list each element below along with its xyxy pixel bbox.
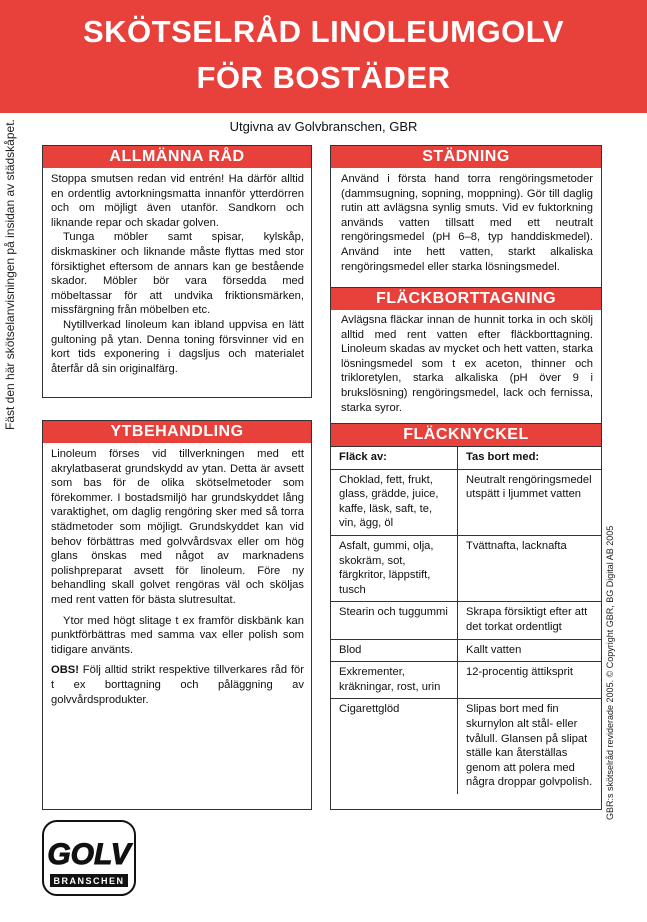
cleaning-heading: STÄDNING: [331, 146, 601, 168]
stain-cell: Stearin och tuggummi: [331, 602, 458, 639]
paragraph: Ytor med högt slitage t ex framför diskbänk kan punktförbättras med samma vax eller polish som tidigare använts.: [51, 614, 304, 656]
page-title-line-2: FÖR BOSTÄDER: [196, 60, 451, 95]
general-advice-heading: ALLMÄNNA RÅD: [43, 146, 311, 168]
paragraph: Nytillverkad linoleum kan ibland uppvisa en lätt gultoning på ytan. Denna toning försvinner vid en kort tids exponering i dagsljus och materialet återfår då sin originalfärg.: [51, 318, 304, 375]
remedy-cell: Skrapa försiktigt efter att det torkat ordentligt: [458, 602, 602, 639]
table-row: [331, 469, 601, 535]
stain-cell: Asfalt, gummi, olja, skokräm, sot, färgkritor, läppstift, tusch: [331, 535, 458, 601]
publisher-line: Utgivna av Golvbranschen, GBR: [229, 119, 418, 134]
table-row: [331, 639, 601, 662]
paragraph: Linoleum förses vid tillverkningen med ett akrylatbaserat grundskydd av ytan. Detta är avsett som bas för de olika skötselmetoder som förekommer. I bostadsmiljö har grundskyddet lång varaktighet, om daglig rengöring sker med så torra städmetoder som möjligt. Grundskyddet kan vid behov förbättras med golvvårdsvax eller om hög glans önskas med något av marknadens polishpreparat avsett för linoleum. Före ny behandling skall golvet rengöras väl och sköljas med rent vatten för bästa slutresultat.: [51, 448, 304, 606]
stain-removal-text: [331, 310, 601, 417]
copyright-note: GBR:s skötselråd reviderade 2005. © Copyright GBR, BG Digital AB 2005: [605, 525, 615, 820]
remedy-cell: Neutralt rengöringsmedel utspätt i ljummet vatten: [458, 469, 602, 535]
remedy-cell: Slipas bort med fin skurnylon alt stål- eller tvålull. Glansen på slipat ställe kan återställas genom att polera med några droppar golvpolish.: [458, 699, 602, 794]
surface-treatment-text: [43, 443, 311, 707]
stain-cell: Choklad, fett, frukt, glass, grädde, juice, kaffe, läsk, saft, te, vin, ägg, öl: [331, 469, 458, 535]
remedy-cell: Kallt vatten: [458, 639, 602, 662]
cleaning-text: [331, 168, 601, 287]
paragraph: Tunga möbler samt spisar, kylskåp, diskmaskiner och liknande måste flyttas med stor försiktighet eftersom de annars kan ge bestående skador. Möbler bör vara försedda med möbeltassar för att undvika friktionsmärken, missfärgning från möbelben etc.: [51, 231, 304, 317]
paragraph: Använd i första hand torra rengöringsmetoder (dammsugning, sopning, moppning). Gör till daglig rutin att avlägsna synlig smuts. Vid ev fuktorkning används vatten tillsatt med ett neutralt rengöringsmedel (pH 6–8, typ handdiskmedel). Använd inte hett vatten, starkt alkaliska rengöringsmedel eller starka lösningsmedel.: [341, 173, 593, 273]
paragraph: Stoppa smutsen redan vid entrén! Ha därför alltid en ordentlig avtorkningsmatta innanför ytterdörren och om möjligt även utanför. Sandkorn och liknande repar och skadar golven.: [51, 173, 304, 229]
stain-cell: Exkrementer, kräkningar, rost, urin: [331, 662, 458, 699]
table-row: [331, 602, 601, 639]
table-row: [331, 535, 601, 601]
stain-cell: Cigarettglöd: [331, 699, 458, 794]
golvbranschen-logo: [42, 820, 136, 896]
page-title-line-1: SKÖTSELRÅD LINOLEUMGOLV: [82, 14, 565, 49]
surface-treatment-section: [42, 420, 312, 810]
surface-treatment-heading: YTBEHANDLING: [43, 421, 311, 443]
obs-paragraph: [51, 663, 304, 707]
column-header-remedy: Tas bort med:: [458, 447, 602, 470]
mounting-note: Fäst den här skötselanvisningen på insidan av städskåpet.: [3, 119, 17, 430]
column-header-stain: Fläck av:: [331, 447, 458, 470]
logo-subtitle: BRANSCHEN: [53, 876, 125, 886]
obs-text: Följ alltid strikt respektive tillverkares råd för t ex borttagning och påläggning av golvvårdsprodukter.: [51, 664, 304, 706]
general-advice-section: [42, 145, 312, 398]
logo-word: GOLV: [47, 838, 131, 871]
title-banner: [0, 0, 647, 113]
paragraph: Avlägsna fläckar innan de hunnit torka in och skölj alltid med rent vatten efter fläckborttagning. Linoleum skadas av mycket och hett vatten, starka lösningsmedel som t ex aceton, thinner och trikloretylen, starka alkaliska (pH över 9 i brukslösning) rengöringsmedel, lack och fernissa, starka syror.: [341, 314, 593, 414]
remedy-cell: 12-procentig ättiksprit: [458, 662, 602, 699]
remedy-cell: Tvättnafta, lacknafta: [458, 535, 602, 601]
stain-key-table: [331, 446, 601, 794]
cleaning-column: [330, 145, 602, 810]
table-row: [331, 662, 601, 699]
obs-label: OBS!: [51, 664, 79, 677]
stain-removal-heading: FLÄCKBORTTAGNING: [331, 287, 601, 310]
general-advice-text: [43, 168, 311, 376]
table-row: [331, 699, 601, 794]
stain-key-heading: FLÄCKNYCKEL: [331, 423, 601, 446]
table-header-row: [331, 447, 601, 470]
stain-cell: Blod: [331, 639, 458, 662]
